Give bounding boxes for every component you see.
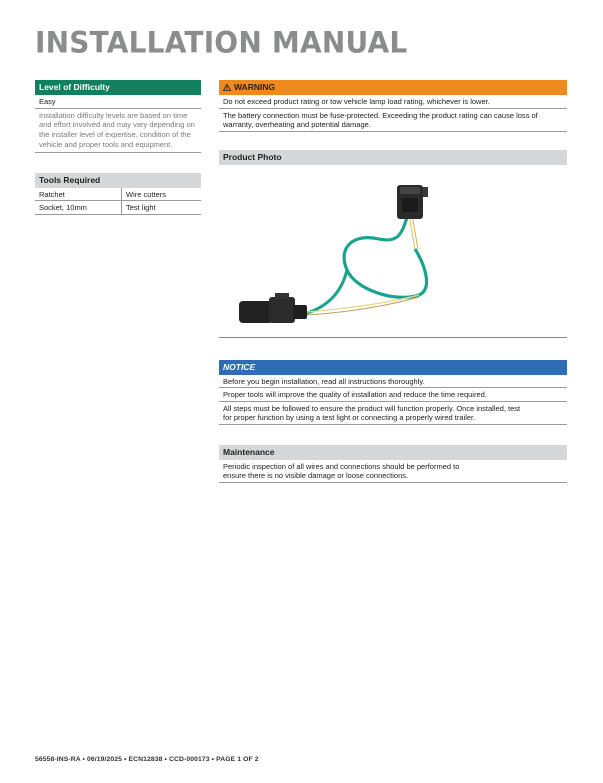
- maintenance-heading: Maintenance: [219, 445, 567, 460]
- page-title: INSTALLATION MANUAL: [35, 25, 408, 60]
- left-column: [35, 80, 201, 215]
- warning-item: Do not exceed product rating or tow vehicle lamp load rating, whichever is lower.: [219, 95, 567, 109]
- wiring-harness-illustration: [219, 165, 567, 337]
- warning-heading-bar: [219, 80, 567, 95]
- warning-triangle-icon: [223, 80, 231, 95]
- difficulty-level: Easy: [35, 95, 201, 109]
- difficulty-description: Installation difficulty levels are based on time and effort involved and may vary depending on the installer level of expertise, condition of the vehicle and proper tools and equipment.: [35, 109, 201, 153]
- tools-table: [35, 188, 201, 215]
- tool-cell: Test light: [122, 201, 202, 215]
- table-row: [35, 188, 201, 201]
- notice-item: All steps must be followed to ensure the product will function properly. Once installed, test for proper function by using a test light or connecting a properly wired trailer.: [219, 402, 567, 425]
- bottom-connector: [239, 293, 307, 323]
- tools-heading: Tools Required: [35, 173, 201, 188]
- notice-item: Before you begin installation, read all instructions thoroughly.: [219, 375, 567, 389]
- product-photo: [219, 165, 567, 338]
- tool-cell: Ratchet: [35, 188, 122, 201]
- photo-heading: Product Photo: [219, 150, 567, 165]
- right-column: [219, 80, 567, 483]
- document-footer: 56558-INS-RA • 06/19/2025 • ECN12838 • CCD-000173 • PAGE 1 OF 2: [35, 756, 259, 763]
- warning-heading: WARNING: [234, 82, 276, 92]
- difficulty-heading: Level of Difficulty: [35, 80, 201, 95]
- tool-cell: Socket, 10mm: [35, 201, 122, 215]
- notice-item: Proper tools will improve the quality of installation and reduce the time required.: [219, 388, 567, 402]
- table-row: [35, 201, 201, 215]
- notice-heading: NOTICE: [219, 360, 567, 375]
- top-connector: [397, 185, 428, 219]
- tool-cell: Wire cutters: [122, 188, 202, 201]
- maintenance-text: Periodic inspection of all wires and connections should be performed to ensure there is no visible damage or loose connections.: [219, 460, 567, 483]
- warning-item: The battery connection must be fuse-protected. Exceeding the product rating can cause loss of warranty, overheating and potential damage.: [219, 109, 567, 132]
